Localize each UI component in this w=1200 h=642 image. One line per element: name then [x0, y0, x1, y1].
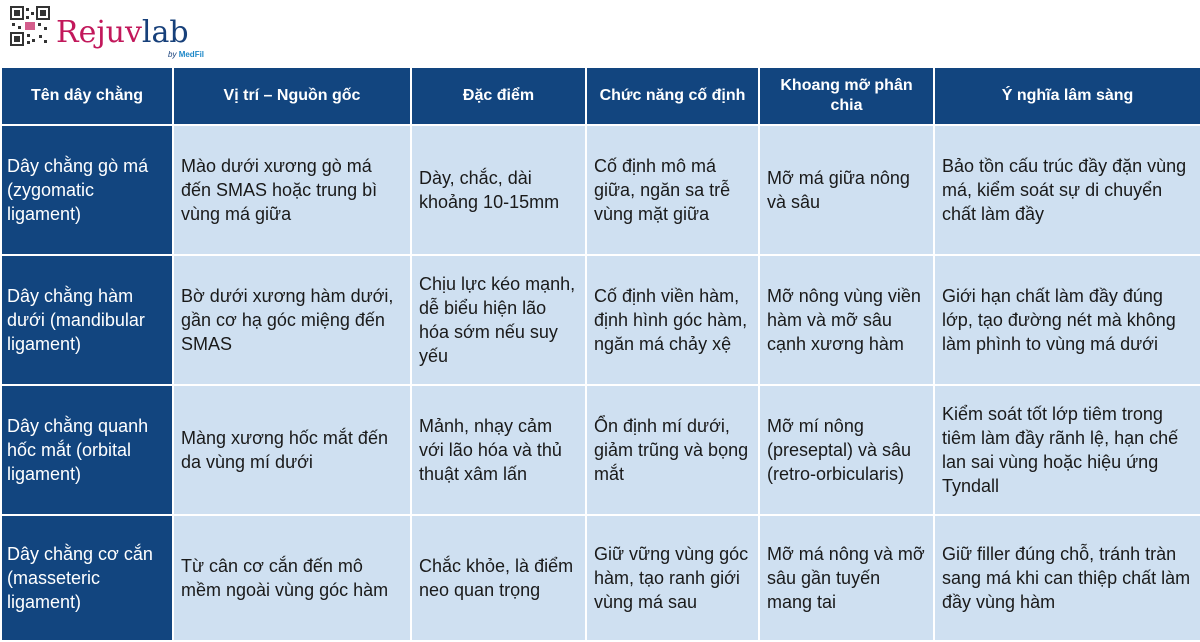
cell-location: Bờ dưới xương hàm dưới, gần cơ hạ góc miệng đến SMAS: [173, 255, 411, 385]
cell-features: Chịu lực kéo mạnh, dễ biểu hiện lão hóa sớm nếu suy yếu: [411, 255, 586, 385]
brand-name-part2: lab: [141, 15, 189, 50]
cell-clinical: Giới hạn chất làm đầy đúng lớp, tạo đường nét mà không làm phình to vùng má dưới: [934, 255, 1200, 385]
cell-fat: Mỡ mí nông (preseptal) và sâu (retro-orbicularis): [759, 385, 934, 515]
cell-fat: Mỡ nông vùng viền hàm và mỡ sâu cạnh xương hàm: [759, 255, 934, 385]
brand-logo: [56, 16, 189, 50]
col-header-features: Đặc điểm: [411, 67, 586, 125]
col-header-name: Tên dây chằng: [1, 67, 173, 125]
cell-clinical: Kiểm soát tốt lớp tiêm trong tiêm làm đầy rãnh lệ, hạn chế lan sai vùng hoặc hiệu ứng Tyndall: [934, 385, 1200, 515]
brand-byline: [168, 50, 204, 59]
cell-features: Mảnh, nhạy cảm với lão hóa và thủ thuật xâm lấn: [411, 385, 586, 515]
cell-location: Từ cân cơ cắn đến mô mềm ngoài vùng góc hàm: [173, 515, 411, 641]
cell-function: Ổn định mí dưới, giảm trũng và bọng mắt: [586, 385, 759, 515]
table-row: [1, 515, 1200, 641]
cell-function: Cố định mô má giữa, ngăn sa trễ vùng mặt giữa: [586, 125, 759, 255]
cell-features: Chắc khỏe, là điểm neo quan trọng: [411, 515, 586, 641]
col-header-location: Vị trí – Nguồn gốc: [173, 67, 411, 125]
cell-ligament-name: Dây chằng cơ cắn (masseteric ligament): [1, 515, 173, 641]
cell-function: Giữ vững vùng góc hàm, tạo ranh giới vùng má sau: [586, 515, 759, 641]
cell-ligament-name: Dây chằng hàm dưới (mandibular ligament): [1, 255, 173, 385]
cell-function: Cố định viền hàm, định hình góc hàm, ngăn má chảy xệ: [586, 255, 759, 385]
table-row: [1, 385, 1200, 515]
ligament-table: [0, 66, 1200, 642]
cell-ligament-name: Dây chằng gò má (zygomatic ligament): [1, 125, 173, 255]
table-row: [1, 125, 1200, 255]
cell-fat: Mỡ má nông và mỡ sâu gần tuyến mang tai: [759, 515, 934, 641]
byline-brand: MedFil: [178, 50, 205, 59]
qr-code-icon: [10, 6, 50, 46]
cell-features: Dày, chắc, dài khoảng 10-15mm: [411, 125, 586, 255]
table-header-row: [1, 67, 1200, 125]
byline-prefix: by: [168, 50, 177, 59]
col-header-clinical: Ý nghĩa lâm sàng: [934, 67, 1200, 125]
cell-clinical: Bảo tồn cấu trúc đầy đặn vùng má, kiểm soát sự di chuyển chất làm đầy: [934, 125, 1200, 255]
cell-clinical: Giữ filler đúng chỗ, tránh tràn sang má khi can thiệp chất làm đầy vùng hàm: [934, 515, 1200, 641]
logo-bar: [0, 0, 1200, 66]
brand-name-part1: Rejuv: [56, 15, 142, 50]
cell-location: Màng xương hốc mắt đến da vùng mí dưới: [173, 385, 411, 515]
table-row: [1, 255, 1200, 385]
col-header-fat: Khoang mỡ phân chia: [759, 67, 934, 125]
cell-location: Mào dưới xương gò má đến SMAS hoặc trung bì vùng má giữa: [173, 125, 411, 255]
cell-fat: Mỡ má giữa nông và sâu: [759, 125, 934, 255]
col-header-function: Chức năng cố định: [586, 67, 759, 125]
cell-ligament-name: Dây chằng quanh hốc mắt (orbital ligament): [1, 385, 173, 515]
